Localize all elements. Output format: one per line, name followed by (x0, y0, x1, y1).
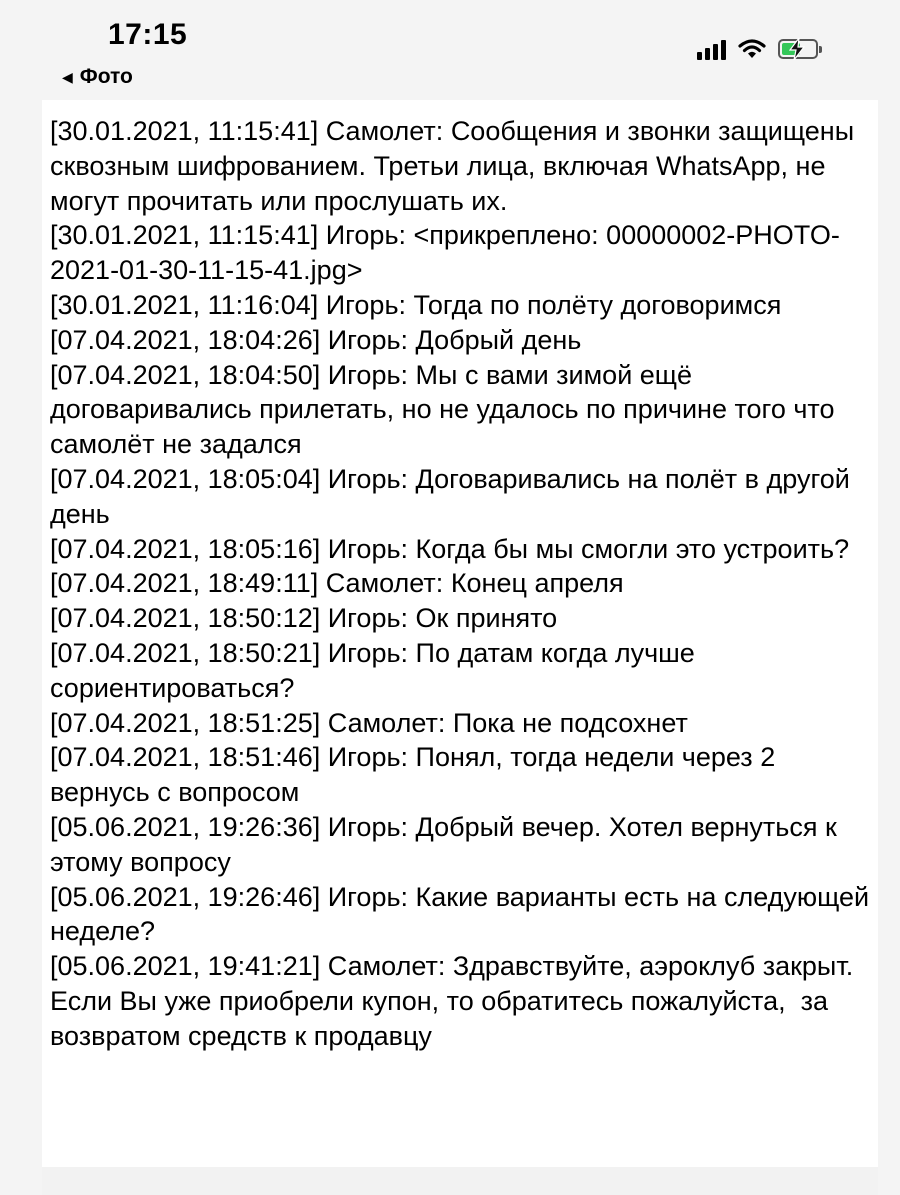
message-sender: Игорь (327, 603, 401, 634)
message-sender: Игорь (327, 533, 401, 564)
message-sender: Игорь (327, 881, 401, 912)
back-label: Фото (79, 65, 133, 88)
message-sender: Самолет (325, 116, 436, 146)
message-text: <прикреплено: 00000002-PHOTO-2021-01-30-11-15-41.jpg> (50, 220, 840, 286)
message-text: Добрый вечер. Хотел вернуться к этому вопросу (50, 811, 845, 877)
message-text: Конец апреля (450, 568, 624, 599)
message-sender: Самолет (327, 707, 438, 738)
message-text: Здравствуйте, аэроклуб закрыт. Если Вы уже приобрели купон, то обратитесь пожалуйста, за возвратом средств к продавцу (50, 951, 861, 1051)
chat-message: [05.06.2021, 19:26:46] Игорь: Какие варианты есть на следующей неделе? (50, 881, 877, 947)
message-sender: Игорь (327, 811, 401, 842)
message-sender: Игорь (327, 324, 401, 355)
battery-charging-icon (778, 39, 818, 59)
chat-message: [30.01.2021, 11:15:41] Самолет: Сообщения и звонки защищены сквозным шифрованием. Третьи лица, включая WhatsApp, не могут прочитать или прослушать их. (50, 116, 862, 216)
message-sender: Игорь (327, 359, 401, 390)
message-sender: Самолет (327, 951, 438, 982)
chat-message: [30.01.2021, 11:16:04] Игорь: Тогда по полёту договоримся (50, 289, 782, 320)
message-timestamp: [07.04.2021, 18:50:21] (50, 637, 321, 668)
message-text: Добрый день (415, 324, 582, 355)
chat-message: [07.04.2021, 18:04:26] Игорь: Добрый день (50, 324, 582, 355)
chat-message: [07.04.2021, 18:05:16] Игорь: Когда бы мы смогли это устроить? (50, 533, 850, 564)
status-icons (697, 38, 818, 60)
right-margin (878, 0, 900, 1195)
chat-transcript (50, 114, 877, 1054)
chat-message: [07.04.2021, 18:51:25] Самолет: Пока не подсохнет (50, 707, 688, 738)
message-timestamp: [07.04.2021, 18:51:25] (50, 707, 321, 738)
message-text: Когда бы мы смогли это устроить? (415, 533, 850, 564)
message-text: Пока не подсохнет (452, 707, 688, 738)
message-text: По датам когда лучше сориентироваться? (50, 637, 703, 703)
message-text: Ок принято (415, 603, 558, 634)
chat-export-document[interactable] (42, 100, 878, 1167)
message-sender: Игорь (327, 637, 401, 668)
left-margin (0, 0, 42, 1195)
wifi-icon (738, 38, 766, 60)
chat-message: [07.04.2021, 18:50:21] Игорь: По датам когда лучше сориентироваться? (50, 637, 703, 703)
chat-message: [07.04.2021, 18:51:46] Игорь: Понял, тогда недели через 2 вернусь с вопросом (50, 742, 783, 808)
message-timestamp: [07.04.2021, 18:04:50] (50, 359, 321, 390)
status-bar (0, 0, 900, 100)
chat-message: [07.04.2021, 18:05:04] Игорь: Договаривались на полёт в другой день (50, 463, 858, 529)
chat-message: [05.06.2021, 19:41:21] Самолет: Здравствуйте, аэроклуб закрыт. Если Вы уже приобрели купон, то обратитесь пожалуйста, за возвратом средств к продавцу (50, 951, 861, 1051)
message-timestamp: [07.04.2021, 18:49:11] (50, 568, 319, 599)
back-triangle-icon: ◀ (62, 69, 73, 85)
cellular-signal-icon (697, 38, 726, 60)
message-sender: Самолет (325, 568, 436, 599)
message-timestamp: [07.04.2021, 18:04:26] (50, 324, 321, 355)
message-timestamp: [30.01.2021, 11:15:41] (50, 116, 319, 146)
chat-message: [07.04.2021, 18:04:50] Игорь: Мы с вами зимой ещё договаривались прилетать, но не удалось по причине того что самолёт не задался (50, 359, 842, 460)
message-timestamp: [30.01.2021, 11:15:41] (50, 220, 319, 251)
chat-message: [07.04.2021, 18:50:12] Игорь: Ок принято (50, 603, 558, 634)
message-sender: Игорь (325, 220, 399, 251)
charging-bolt-icon (789, 38, 805, 60)
message-text: Сообщения и звонки защищены сквозным шифрованием. Третьи лица, включая WhatsApp, не могут прочитать или прослушать их. (50, 116, 862, 216)
status-time: 17:15 (108, 18, 188, 51)
message-timestamp: [05.06.2021, 19:26:36] (50, 811, 321, 842)
message-timestamp: [30.01.2021, 11:16:04] (50, 289, 319, 320)
message-text: Мы с вами зимой ещё договаривались прилетать, но не удалось по причине того что самолёт не задался (50, 359, 842, 460)
chat-message: [30.01.2021, 11:15:41] Игорь: <прикреплено: 00000002-PHOTO-2021-01-30-11-15-41.jpg> (50, 220, 840, 286)
message-sender: Игорь (327, 463, 401, 494)
message-text: Понял, тогда недели через 2 вернусь с вопросом (50, 742, 783, 808)
message-sender: Игорь (327, 742, 401, 773)
message-timestamp: [07.04.2021, 18:05:04] (50, 463, 321, 494)
chat-message: [07.04.2021, 18:49:11] Самолет: Конец апреля (50, 568, 624, 599)
message-text: Какие варианты есть на следующей неделе? (50, 881, 877, 947)
battery-cap (819, 46, 822, 53)
back-to-photos-button[interactable] (62, 65, 133, 89)
chat-message: [05.06.2021, 19:26:36] Игорь: Добрый вечер. Хотел вернуться к этому вопросу (50, 811, 845, 877)
message-timestamp: [05.06.2021, 19:26:46] (50, 881, 321, 912)
message-sender: Игорь (325, 289, 399, 320)
message-timestamp: [07.04.2021, 18:51:46] (50, 742, 321, 773)
message-timestamp: [07.04.2021, 18:05:16] (50, 533, 321, 564)
message-text: Тогда по полёту договоримся (413, 289, 782, 320)
message-text: Договаривались на полёт в другой день (50, 463, 858, 529)
message-timestamp: [05.06.2021, 19:41:21] (50, 951, 321, 982)
message-timestamp: [07.04.2021, 18:50:12] (50, 603, 321, 634)
